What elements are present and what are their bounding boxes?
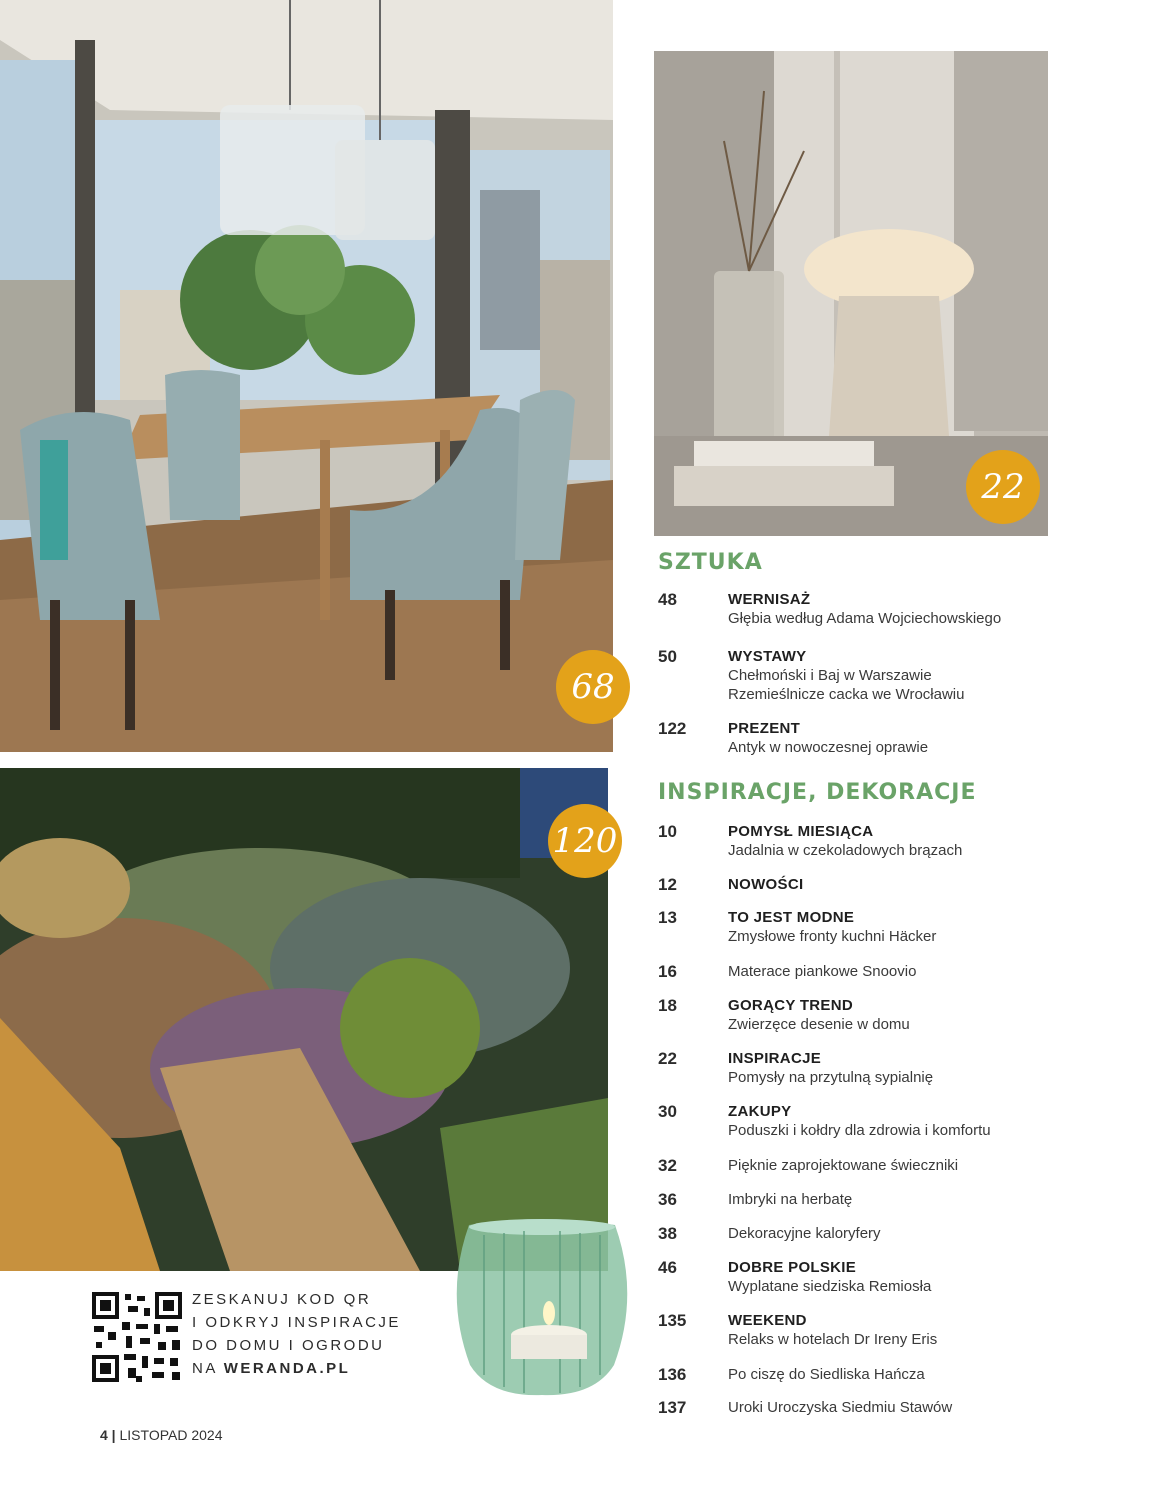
toc-description: Pomysły na przytulną sypialnię [728,1069,934,1086]
website-link[interactable]: WERANDA.PL [223,1360,351,1377]
footer-separator: | [107,1427,120,1443]
toc-page-number: 46 [658,1258,677,1277]
toc-heading: WEEKEND [728,1312,807,1329]
toc-page-number: 18 [658,996,677,1015]
toc-heading: ZAKUPY [728,1103,792,1120]
toc-description: Zwierzęce desenie w domu [728,1016,910,1033]
toc-page-number: 16 [658,962,677,981]
toc-description: Zmysłowe fronty kuchni Häcker [728,928,937,945]
toc-page-number: 122 [658,719,687,738]
qr-caption-line [192,1357,432,1380]
toc-page-number: 137 [658,1398,687,1417]
qr-caption-line: DO DOMU I OGRODU [192,1337,385,1354]
toc-description: Głębia według Adama Wojciechowskiego [728,610,1002,627]
toc-heading: POMYSŁ MIESIĄCA [728,823,874,840]
toc-description: Materace piankowe Snoovio [728,963,917,980]
toc-page-number: 48 [658,590,677,609]
candle-holder-photo [444,1215,640,1397]
toc-description: Relaks w hotelach Dr Ireny Eris [728,1331,938,1348]
toc-description: Chełmoński i Baj w Warszawie [728,667,932,684]
qr-caption-line: I ODKRYJ INSPIRACJE [192,1314,401,1331]
toc-description: Antyk w nowoczesnej oprawie [728,739,929,756]
toc-description: Jadalnia w czekoladowych brązach [728,842,963,859]
toc-heading: INSPIRACJE [728,1050,822,1067]
toc-description: Po ciszę do Siedliska Hańcza [728,1366,925,1383]
toc-heading: GORĄCY TREND [728,997,853,1014]
toc-description: Imbryki na herbatę [728,1191,853,1208]
toc-page-number: 50 [658,647,677,666]
toc-heading: TO JEST MODNE [728,909,855,926]
toc-description: Dekoracyjne kaloryfery [728,1225,881,1242]
toc-page-number: 10 [658,822,677,841]
page-badge-22[interactable]: 22 [966,450,1040,524]
issue-date: LISTOPAD 2024 [119,1427,223,1443]
toc-heading: WYSTAWY [728,648,807,665]
toc-page-number: 12 [658,875,677,894]
toc-page-number: 30 [658,1102,677,1121]
qr-caption-line: ZESKANUJ KOD QR [192,1291,372,1308]
qr-code[interactable] [92,1292,182,1382]
qr-caption [192,1288,432,1380]
toc-page-number: 38 [658,1224,677,1243]
toc-page-number: 136 [658,1365,687,1384]
page-footer [100,1427,222,1443]
toc-page-number: 36 [658,1190,677,1209]
toc-heading: NOWOŚCI [728,876,804,893]
garden-photo [0,768,608,1271]
toc-description: Wyplatane siedziska Remiosła [728,1278,932,1295]
toc-page-number: 32 [658,1156,677,1175]
toc-page-number: 135 [658,1311,687,1330]
dining-room-photo [0,0,613,752]
toc-heading: DOBRE POLSKIE [728,1259,857,1276]
toc-description: Poduszki i kołdry dla zdrowia i komfortu [728,1122,991,1139]
toc-heading: PREZENT [728,720,801,737]
toc-description: Pięknie zaprojektowane świeczniki [728,1157,959,1174]
page-number: 4 [100,1427,108,1443]
page-badge-68[interactable]: 68 [556,650,630,724]
toc-page-number: 22 [658,1049,677,1068]
page-badge-120[interactable]: 120 [548,804,622,878]
toc-page-number: 13 [658,908,677,927]
toc-description: Rzemieślnicze cacka we Wrocławiu [728,686,965,703]
qr-caption-prefix: NA [192,1360,224,1377]
toc-heading: WERNISAŻ [728,591,811,608]
section-title-inspiracje: INSPIRACJE, DEKORACJE [658,780,977,805]
toc-description: Uroki Uroczyska Siedmiu Stawów [728,1399,953,1416]
section-title-sztuka: SZTUKA [658,550,763,575]
